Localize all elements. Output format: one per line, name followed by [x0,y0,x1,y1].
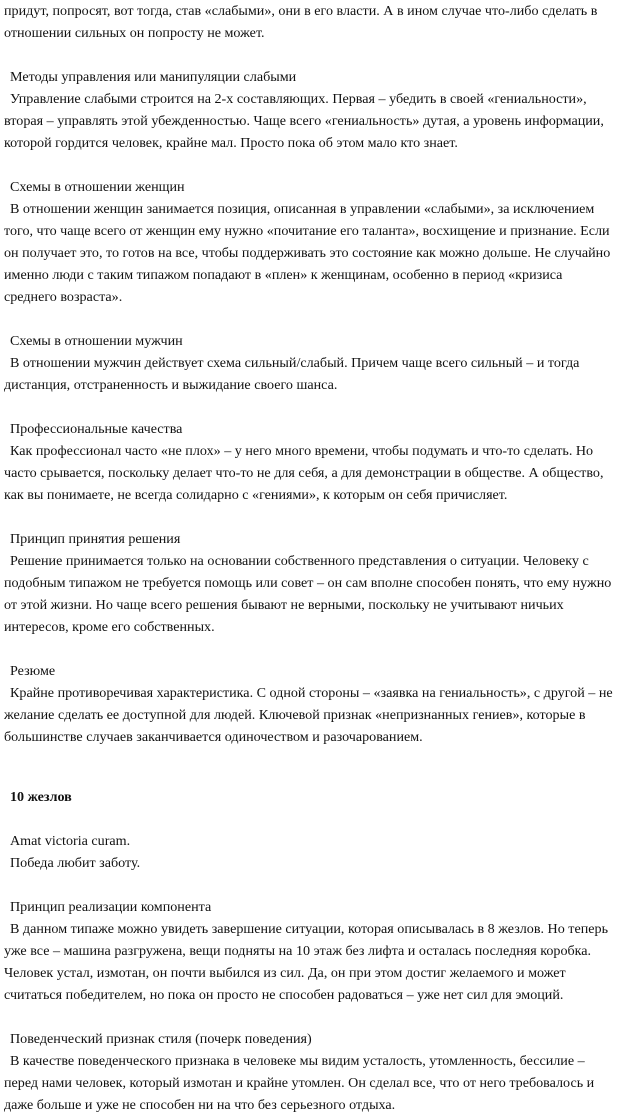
chapter-section-body-behavior: В качестве поведенческого признака в человеке мы видим усталость, утомленность, бессилие – перед нами человек, который измотан и крайне утомлен. Он сделал все, что от него требовалось и даже больше и уже не способен ни на что без серьезного отдыха. [4,1053,595,1113]
section-body-manipulation: Управление слабыми строится на 2-х составляющих. Первая – убедить в своей «гениальности», вторая – управлять этой убежденностью. Чаще всего «гениальность» дутая, а уровень информации, которой гордится человек, крайне мал. Просто пока об этом мало кто знает. [4,91,604,151]
section-body-decision: Решение принимается только на основании собственного представления о ситуации. Человеку с подобным типажом не требуется помощь или совет – он сам вполне способен понять, что ему нужно от этой жизни. Но чаще всего решения бывают не верными, поскольку не учитывают ничьих интересов, кроме его собственных. [4,553,612,635]
chapter-section-body-principle: В данном типаже можно увидеть завершение ситуации, которая описывалась в 8 жезлов. Но теперь уже все – машина разгружена, вещи подняты на 10 этаж без лифта и осталась последняя коробка. Человек устал, измотан, он почти выбился из сил. Да, он при этом достиг желаемого и может считаться победителем, но пока он просто не способен радоваться – уже нет сил для эмоций. [4,921,608,1003]
chapter-motto-latin: Amat victoria curam. [10,833,131,849]
chapter-section-heading-behavior: Поведенческий признак стиля (почерк поведения) [10,1031,312,1047]
section-body-men: В отношении мужчин действует схема сильный/слабый. Причем чаще всего сильный – и тогда дистанция, отстраненность и выжидание своего шанса. [4,355,580,393]
section-heading-manipulation: Методы управления или манипуляции слабыми [10,69,297,85]
section-body-women: В отношении женщин занимается позиция, описанная в управлении «слабыми», за исключением того, что чаще всего от женщин ему нужно «почитание его таланта», восхищение и признание. Если он получает это, то готов на все, чтобы поддерживать это состояние как можно дольше. Не случайно именно люди с таким типажом попадают в «плен» к женщинам, особенно в период «кризиса среднего возраста». [4,201,611,305]
section-body-summary: Крайне противоречивая характеристика. С одной стороны – «заявка на гениальность», с другой – не желание сделать ее доступной для людей. Ключевой признак «непризнанных гениев», которые в большинстве случаев заканчивается одиночеством и разочарованием. [4,685,613,745]
section-body-professional: Как профессионал часто «не плох» – у него много времени, чтобы подумать и что-то сделать. Но часто срывается, поскольку делает что-то не для себя, а для демонстрации в обществе. А общество, как вы понимаете, не всегда солидарно с «гениями», к которым он себя причисляет. [4,443,604,503]
section-heading-decision: Принцип принятия решения [10,531,181,547]
intro-paragraph: придут, попросят, вот тогда, став «слабыми», они в его власти. А в ином случае что-либо сделать в отношении сильных он попросту не может. [4,3,598,41]
section-heading-summary: Резюме [10,663,56,679]
chapter-motto-translation: Победа любит заботу. [10,855,141,871]
chapter-section-heading-principle: Принцип реализации компонента [10,899,212,915]
section-heading-professional: Профессиональные качества [10,421,183,437]
section-heading-women: Схемы в отношении женщин [10,179,185,195]
section-heading-men: Схемы в отношении мужчин [10,333,183,349]
chapter-title: 10 жезлов [10,789,72,805]
